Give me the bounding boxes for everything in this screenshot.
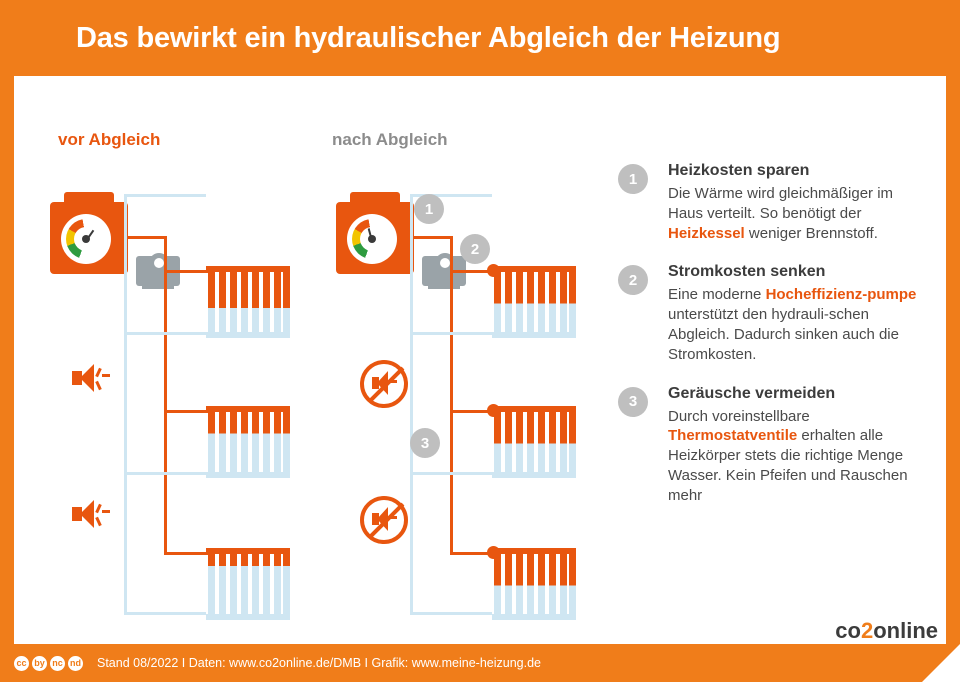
radiator-icon-before-2 (206, 406, 290, 478)
supply-riser-before (164, 236, 167, 554)
branch-1-before (164, 270, 208, 273)
no-noise-icon-1 (360, 360, 408, 408)
legend-number-1: 1 (618, 164, 648, 194)
legend-body-3 (668, 407, 918, 506)
page-title: Das bewirkt ein hydraulischer Abgleich der Heizung (76, 21, 781, 54)
return-3-after (410, 612, 492, 615)
return-riser-before (124, 194, 127, 612)
cc-badge-nd: nd (68, 656, 83, 671)
legend-highlight-2: Hocheffizienz-pumpe (765, 286, 917, 304)
cc-badge-nc: nc (50, 656, 65, 671)
legend-body-1-part1: Die Wärme wird gleichmäßiger im Haus verteilt. So benötigt der (668, 185, 894, 222)
footer-corner-wedge (922, 644, 960, 682)
return-1-before (124, 332, 206, 335)
legend-list (618, 162, 918, 526)
legend-item-1 (618, 162, 918, 243)
noise-speaker-icon-1 (72, 364, 108, 394)
legend-body-3-part1: Durch voreinstellbare (668, 407, 810, 425)
brand-2: 2 (860, 618, 874, 643)
no-noise-icon-2 (360, 496, 408, 544)
radiator-icon-after-1 (492, 266, 576, 338)
legend-item-2 (618, 263, 918, 364)
cc-badge-cc: cc (14, 656, 29, 671)
legend-highlight-1: Heizkessel (668, 224, 745, 242)
legend-body-1 (668, 184, 918, 243)
return-2-before (124, 472, 206, 475)
content-canvas (14, 76, 946, 644)
brand-online: online (873, 618, 938, 643)
header-bar (0, 0, 960, 76)
pump-foot (142, 283, 174, 289)
return-1-after (410, 332, 492, 335)
gauge-pin (82, 235, 90, 243)
column-label-before: vor Abgleich (58, 130, 161, 149)
boiler-icon-before (50, 192, 128, 274)
brand-logo (835, 618, 938, 644)
branch-3-before (164, 552, 208, 555)
brand-co: co (835, 618, 861, 643)
legend-title-2: Stromkosten senken (668, 263, 826, 281)
footer-bar (0, 644, 960, 682)
legend-body-2-part1: Eine moderne (668, 286, 766, 304)
creative-commons-badges (14, 656, 83, 671)
boiler-icon-after (336, 192, 414, 274)
legend-item-3 (618, 385, 918, 506)
return-riser-after (410, 194, 413, 612)
return-top-before (124, 194, 206, 197)
legend-body-2-part2: unterstützt den hydrauli-schen Abgleich. Dadurch sinken auch die Stromkosten. (668, 306, 899, 363)
legend-body-2 (668, 285, 918, 364)
legend-body-3-part2: erhalten alle Heizkörper stets die richtige Menge Wasser. Kein Pfeifen und Rauschen mehr (668, 427, 908, 504)
legend-number-2: 2 (618, 265, 648, 295)
cc-badge-by: by (32, 656, 47, 671)
radiator-icon-before-3 (206, 548, 290, 620)
legend-title-3: Geräusche vermeiden (668, 384, 836, 402)
supply-pipe-h-before (114, 236, 166, 239)
column-label-after: nach Abgleich (332, 130, 448, 149)
legend-highlight-3: Thermostatventile (668, 427, 798, 445)
diagram-marker-1: 1 (414, 194, 444, 224)
return-3-before (124, 612, 206, 615)
legend-number-3: 3 (618, 387, 648, 417)
legend-body-1-part2: weniger Brennstoff. (744, 224, 878, 242)
pump-dot (154, 258, 164, 268)
diagram-marker-3: 3 (410, 428, 440, 458)
return-2-after (410, 472, 492, 475)
radiator-icon-after-3 (492, 548, 576, 620)
radiator-icon-before-1 (206, 266, 290, 338)
pressure-gauge-icon-before (61, 214, 111, 264)
noise-speaker-icon-2 (72, 500, 108, 530)
radiator-icon-after-2 (492, 406, 576, 478)
supply-riser-after (450, 236, 453, 554)
footer-source-text: Stand 08/2022 I Daten: www.co2online.de/DMB I Grafik: www.meine-heizung.de (97, 656, 541, 670)
supply-pipe-h-after (400, 236, 452, 239)
branch-2-before (164, 410, 208, 413)
pressure-gauge-icon-after (347, 214, 397, 264)
diagram-marker-2: 2 (460, 234, 490, 264)
legend-title-1: Heizkosten sparen (668, 162, 810, 179)
